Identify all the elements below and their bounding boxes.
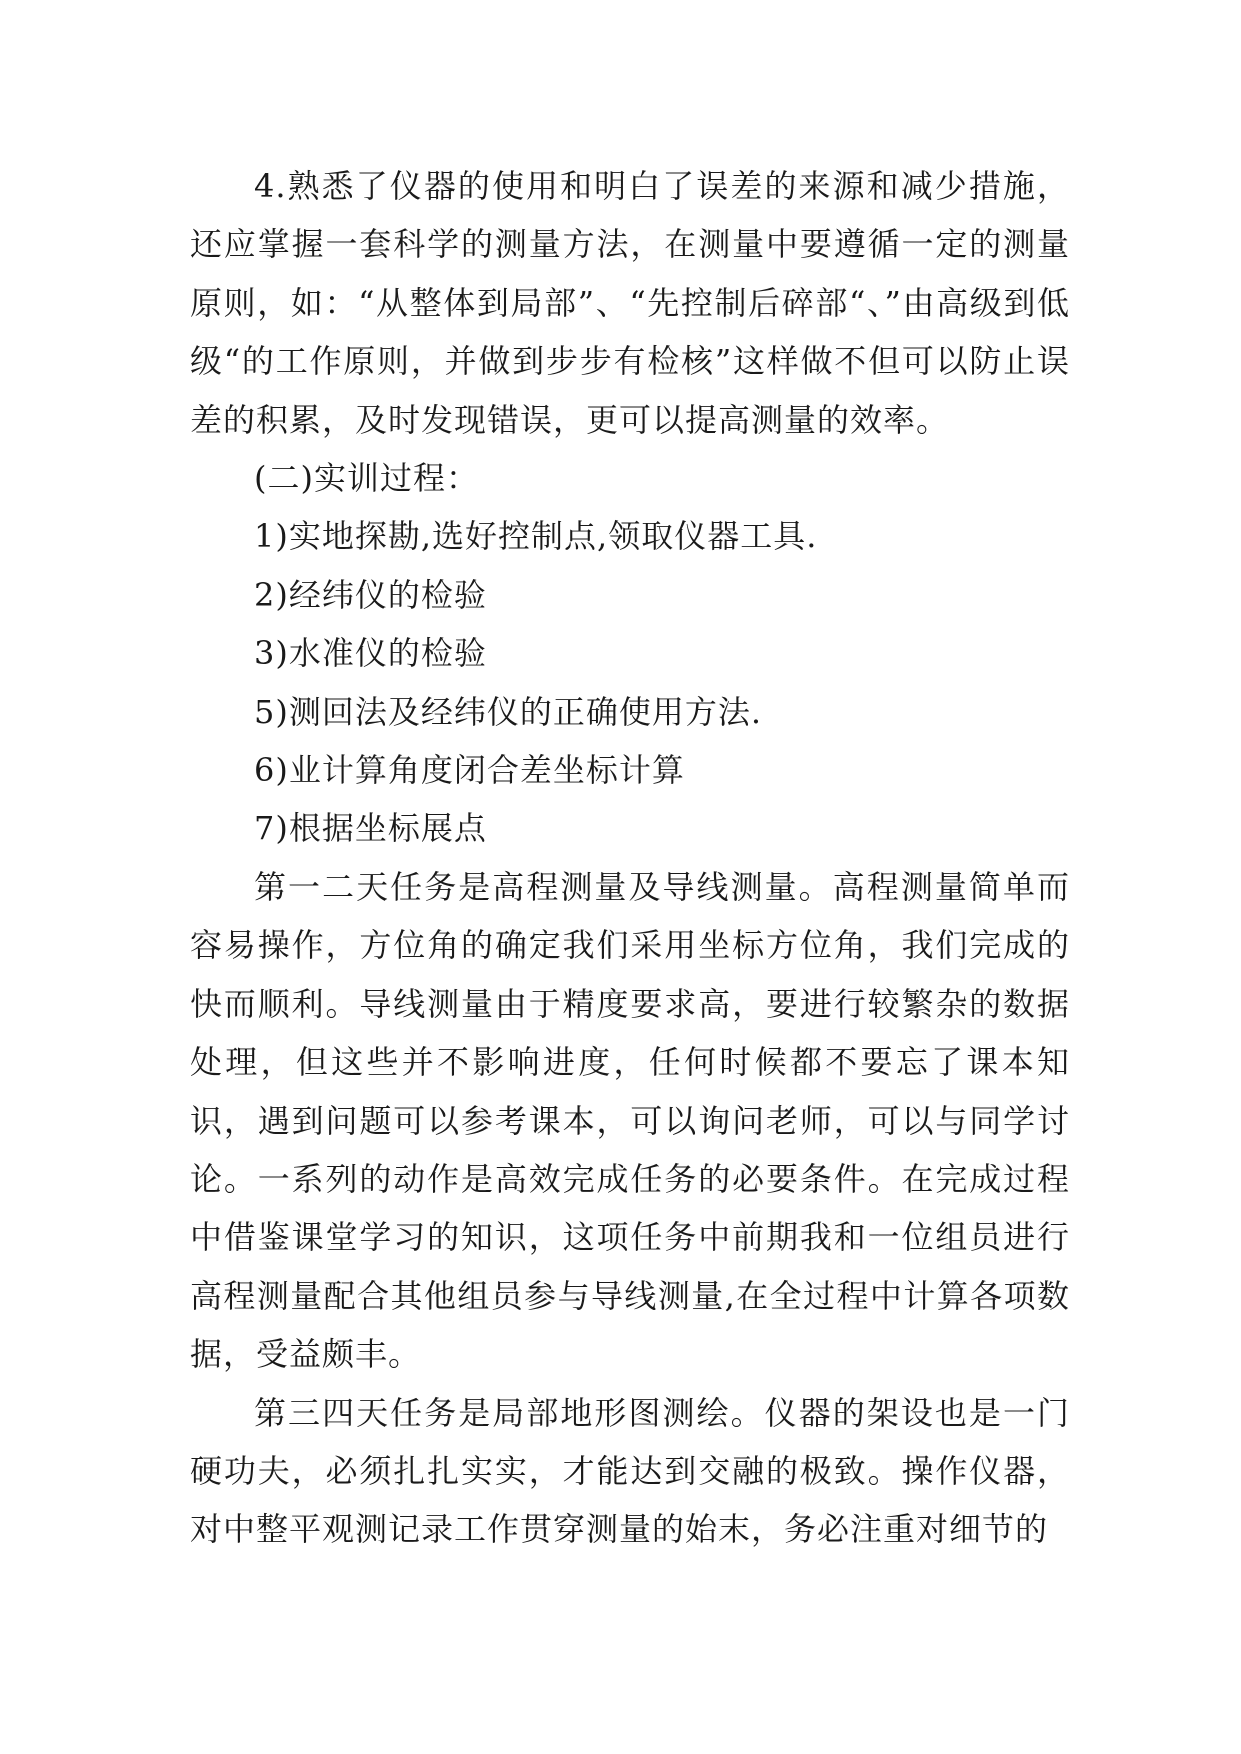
- list-item: 6)业计算角度闭合差坐标计算: [254, 751, 685, 790]
- list-item: 7)根据坐标展点: [254, 809, 487, 848]
- list-item: 3)水准仪的检验: [254, 634, 487, 673]
- list-item: 2)经纬仪的检验: [254, 575, 487, 614]
- paragraph-measurement-principles: 4.熟悉了仪器的使用和明白了误差的来源和减少措施，还应掌握一套科学的测量方法，在测量中要遵循一定的测量原则，如：“从整体到局部”、“先控制后碎部“、”由高级到低级“的工作原则，并做到步步有检核”这样做不但可以防止误差的积累，及时发现错误，更可以提高测量的效率。: [190, 167, 1070, 439]
- paragraph-days-three-four: 第三四天任务是局部地形图测绘。仪器的架设也是一门硬功夫，必须扎扎实实，才能达到交融的极致。操作仪器，对中整平观测记录工作贯穿测量的始末，务必注重对细节的: [190, 1393, 1070, 1549]
- document-page: [190, 157, 1070, 1559]
- list-item: 1)实地探勘,选好控制点,领取仪器工具.: [254, 517, 818, 556]
- list-item: 5)测回法及经纬仪的正确使用方法.: [254, 692, 763, 731]
- paragraph-days-one-two: 第一二天任务是高程测量及导线测量。高程测量简单而容易操作，方位角的确定我们采用坐标方位角，我们完成的快而顺利。导线测量由于精度要求高，要进行较繁杂的数据处理，但这些并不影响进度，任何时候都不要忘了课本知识，遇到问题可以参考课本，可以询问老师，可以与同学讨论。一系列的动作是高效完成任务的必要条件。在完成过程中借鉴课堂学习的知识，这项任务中前期我和一位组员进行高程测量配合其他组员参与导线测量,在全过程中计算各项数据，受益颇丰。: [190, 867, 1070, 1374]
- section-heading-training-process: (二)实训过程：: [254, 459, 479, 498]
